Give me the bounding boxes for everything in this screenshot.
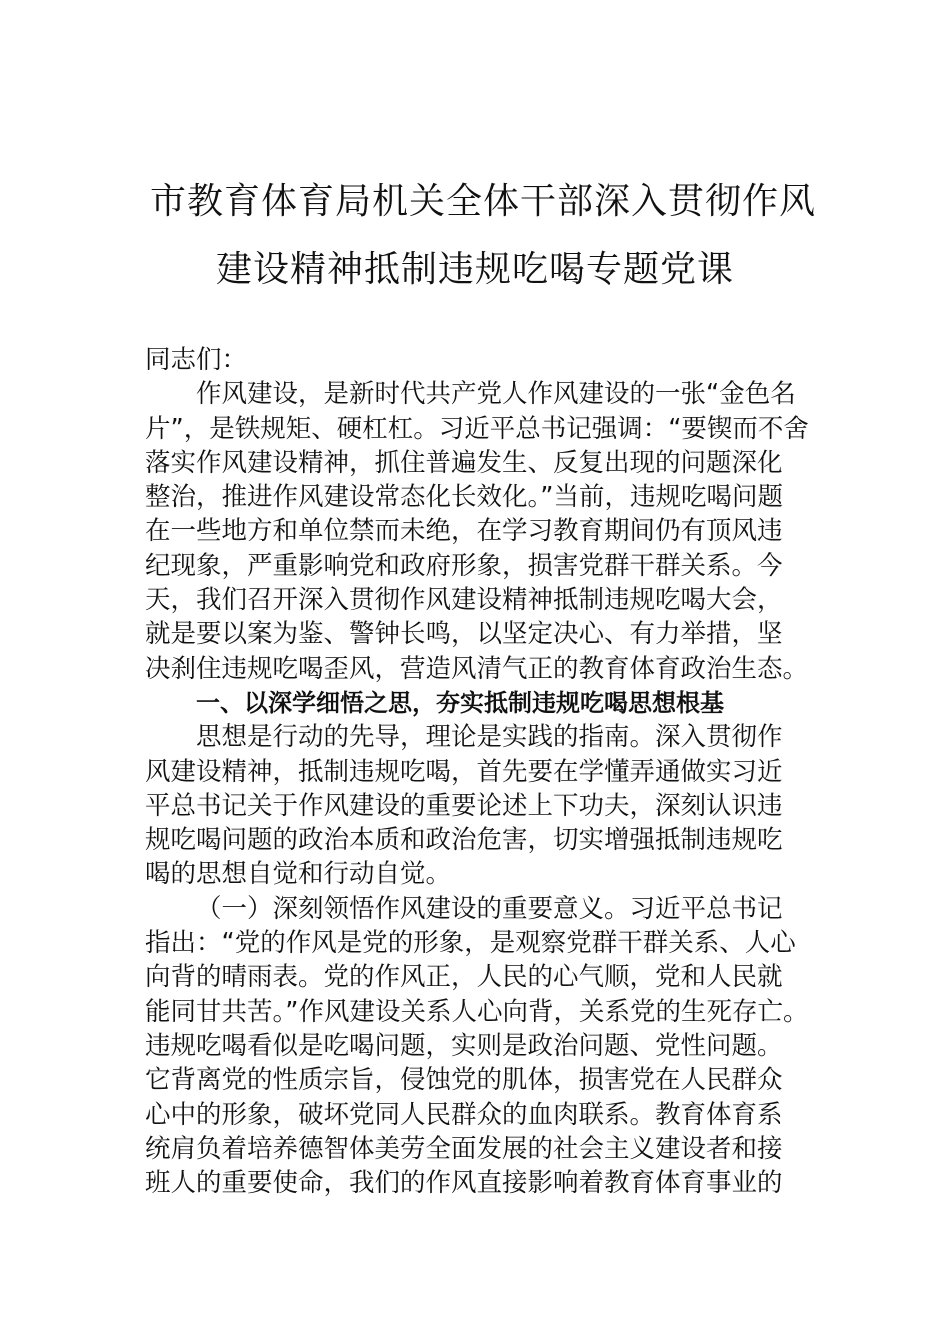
paragraph-line: 风建设精神，抵制违规吃喝，首先要在学懂弄通做实习近 xyxy=(145,756,783,787)
paragraph-line: 它背离党的性质宗旨，侵蚀党的肌体，损害党在人民群众 xyxy=(145,1065,783,1096)
paragraph-line: 在一些地方和单位禁而未绝，在学习教育期间仍有顶风违 xyxy=(145,516,783,547)
paragraph-line: 落实作风建设精神，抓住普遍发生、反复出现的问题深化 xyxy=(145,447,783,478)
document-title-line-2: 建设精神抵制违规吃喝专题党课 xyxy=(215,249,734,290)
document-body xyxy=(145,343,810,1200)
section-heading: 一、以深学细悟之思，夯实抵制违规吃喝思想根基 xyxy=(196,688,724,717)
paragraph-line: 心中的形象，破坏党同人民群众的血肉联系。教育体育系 xyxy=(145,1099,783,1130)
paragraph-line: 天，我们召开深入贯彻作风建设精神抵制违规吃喝大会， xyxy=(145,585,783,616)
document-title-line-1: 市教育体育局机关全体干部深入贯彻作风 xyxy=(150,181,817,222)
subsection-line: （一）深刻领悟作风建设的重要意义。习近平总书记 xyxy=(196,893,783,924)
paragraph-line: 整治，推进作风建设常态化长效化。”当前，违规吃喝问题 xyxy=(145,482,783,513)
paragraph-line: 班人的重要使命，我们的作风直接影响着教育体育事业的 xyxy=(145,1168,783,1199)
paragraph-line: 片”，是铁规矩、硬杠杠。习近平总书记强调：“要锲而不舍 xyxy=(145,413,809,444)
paragraph-line: 违规吃喝看似是吃喝问题，实则是政治问题、党性问题。 xyxy=(145,1030,783,1061)
paragraph-line: 喝的思想自觉和行动自觉。 xyxy=(145,859,452,890)
paragraph-line: 指出：“党的作风是党的形象，是观察党群干群关系、人心 xyxy=(145,928,796,959)
paragraph-line: 能同甘共苦。”作风建设关系人心向背，关系党的生死存亡。 xyxy=(145,996,809,1027)
paragraph-line: 思想是行动的先导，理论是实践的指南。深入贯彻作 xyxy=(196,722,783,753)
paragraph-line: 规吃喝问题的政治本质和政治危害，切实增强抵制违规吃 xyxy=(145,825,783,856)
paragraph-line: 统肩负着培养德智体美劳全面发展的社会主义建设者和接 xyxy=(145,1133,783,1164)
paragraph-line: 作风建设，是新时代共产党人作风建设的一张“金色名 xyxy=(196,379,796,410)
paragraph-line: 纪现象，严重影响党和政府形象，损害党群干群关系。今 xyxy=(145,550,783,581)
salutation: 同志们： xyxy=(145,345,248,375)
paragraph-line: 向背的晴雨表。党的作风正，人民的心气顺，党和人民就 xyxy=(145,962,783,993)
paragraph-line: 平总书记关于作风建设的重要论述上下功夫，深刻认识违 xyxy=(145,790,783,821)
paragraph-line: 决刹住违规吃喝歪风，营造风清气正的教育体育政治生态。 xyxy=(145,653,809,684)
paragraph-line: 就是要以案为鉴、警钟长鸣，以坚定决心、有力举措，坚 xyxy=(145,619,783,650)
